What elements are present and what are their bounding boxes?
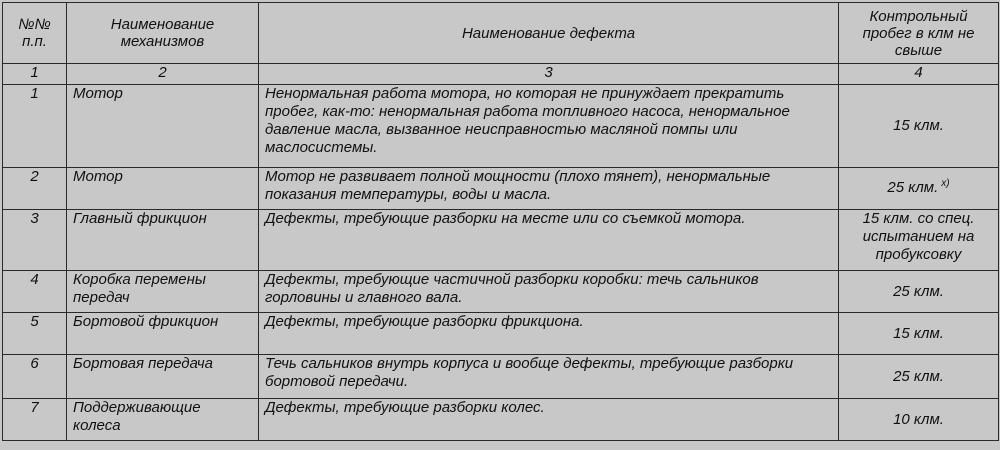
header-num: №№ п.п.	[3, 3, 67, 64]
row-mechanism: Поддерживающие колеса	[67, 399, 259, 441]
row-mechanism: Главный фрикцион	[67, 210, 259, 271]
row-num: 7	[3, 399, 67, 441]
row-defect: Течь сальников внутрь корпуса и вообще дефекты, требующие разборки бортовой передачи.	[259, 355, 839, 399]
table-row	[3, 210, 999, 271]
column-number: 4	[839, 64, 999, 85]
column-number: 3	[259, 64, 839, 85]
row-num: 3	[3, 210, 67, 271]
header-row	[3, 3, 999, 64]
header-defect: Наименование дефекта	[259, 3, 839, 64]
row-mileage-cell	[839, 168, 999, 210]
row-mechanism: Бортовая передача	[67, 355, 259, 399]
row-defect: Дефекты, требующие частичной разборки коробки: течь сальников горловины и главного вала.	[259, 271, 839, 313]
header-mechanism: Наименование механизмов	[67, 3, 259, 64]
row-mileage: 25 клм.	[839, 271, 999, 313]
row-mileage: 15 клм.	[839, 313, 999, 355]
row-num: 4	[3, 271, 67, 313]
header-mileage: Контрольный пробег в клм не свыше	[839, 3, 999, 64]
row-num: 2	[3, 168, 67, 210]
row-defect: Дефекты, требующие разборки фрикциона.	[259, 313, 839, 355]
column-number-row	[3, 64, 999, 85]
row-num: 6	[3, 355, 67, 399]
row-mechanism: Бортовой фрикцион	[67, 313, 259, 355]
row-defect: Мотор не развивает полной мощности (плохо тянет), ненормальные показания температуры, воды и масла.	[259, 168, 839, 210]
table-row	[3, 85, 999, 168]
row-mileage: 25 клм.	[839, 355, 999, 399]
row-defect: Дефекты, требующие разборки колес.	[259, 399, 839, 441]
row-mileage: 25 клм.	[887, 178, 939, 196]
row-num: 1	[3, 85, 67, 168]
row-mileage: 10 клм.	[839, 399, 999, 441]
footnote-mark: х)	[941, 177, 950, 189]
table-row	[3, 271, 999, 313]
row-mileage: 15 клм.	[839, 85, 999, 168]
table-row	[3, 168, 999, 210]
row-num: 5	[3, 313, 67, 355]
row-defect: Дефекты, требующие разборки на месте или со съемкой мотора.	[259, 210, 839, 271]
table-row	[3, 399, 999, 441]
row-mechanism: Мотор	[67, 85, 259, 168]
column-number: 2	[67, 64, 259, 85]
row-defect: Ненормальная работа мотора, но которая не принуждает прекратить пробег, как-то: ненормальная работа топливного насоса, ненормальное давление масла, вызванное неисправностью масляной помпы или маслосистемы.	[259, 85, 839, 168]
table-row	[3, 355, 999, 399]
column-number: 1	[3, 64, 67, 85]
table-row	[3, 313, 999, 355]
row-mechanism: Коробка перемены передач	[67, 271, 259, 313]
defects-table	[2, 2, 999, 441]
row-mechanism: Мотор	[67, 168, 259, 210]
row-mileage: 15 клм. со спец. испытанием на пробуксовку	[839, 210, 999, 271]
